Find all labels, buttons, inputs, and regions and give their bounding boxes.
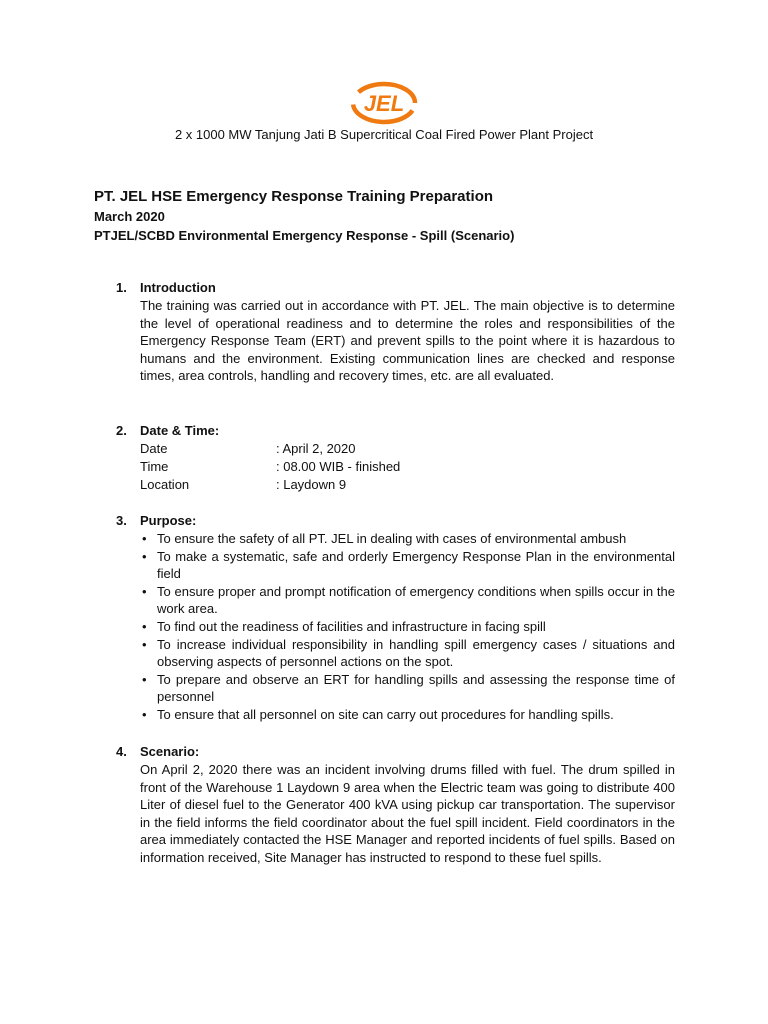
list-item (140, 671, 675, 706)
introduction-text: The training was carried out in accordance with PT. JEL. The main objective is to determine the level of operational readiness and to determine the roles and responsibilities of the Emergency Response Team (ERT) and prevent spills to the point where it is hazardous to humans and the environment. Existing communication lines are checked and response times, area controls, handling and recovery times, etc. are all evaluated. (140, 298, 675, 384)
section-heading: Introduction (140, 280, 216, 295)
section-heading: Scenario: (140, 744, 200, 759)
purpose-list (140, 530, 675, 724)
time-label: Time (140, 459, 169, 474)
location-label: Location (140, 477, 190, 492)
date-value: : April 2, 2020 (276, 441, 356, 456)
purpose-item-text: To increase individual responsibility in handling spill emergency cases / situations and observing aspects of personnel actions on the spot. (157, 636, 675, 670)
section-number: 2. (116, 423, 127, 438)
list-item (140, 618, 675, 636)
document-title: PT. JEL HSE Emergency Response Training Preparation (94, 188, 494, 205)
logo-text: JEL (363, 91, 405, 116)
bullet-icon: • (142, 671, 147, 687)
list-item (140, 530, 675, 548)
list-item (140, 548, 675, 583)
purpose-item-text: To find out the readiness of facilities and infrastructure in facing spill (157, 618, 546, 634)
time-value: : 08.00 WIB - finished (276, 459, 401, 474)
section-number: 3. (116, 513, 127, 528)
section-number: 4. (116, 744, 127, 759)
bullet-icon: • (142, 706, 147, 722)
bullet-icon: • (142, 548, 147, 564)
location-value: : Laydown 9 (276, 477, 347, 492)
purpose-item-text: To ensure that all personnel on site can carry out procedures for handling spills. (157, 706, 614, 722)
bullet-icon: • (142, 583, 147, 599)
purpose-item-text: To ensure the safety of all PT. JEL in dealing with cases of environmental ambush (157, 531, 627, 546)
section-heading: Date & Time: (140, 423, 220, 438)
bullet-icon: • (142, 618, 147, 634)
jel-logo (349, 80, 419, 126)
purpose-item-text: To ensure proper and prompt notification of emergency conditions when spills occur in the work area. (157, 583, 675, 617)
purpose-item-text: To make a systematic, safe and orderly Emergency Response Plan in the environmental field (157, 548, 675, 582)
section-number: 1. (116, 280, 127, 295)
bullet-icon: • (142, 636, 147, 652)
list-item (140, 706, 675, 724)
section-heading: Purpose: (140, 513, 197, 528)
bullet-icon: • (142, 531, 147, 546)
scenario-text: On April 2, 2020 there was an incident involving drums filled with fuel. The drum spilled in front of the Warehouse 1 Laydown 9 area when the Electric team was going to distribute 400 Liter of diesel fuel to the Generator 400 kVA using pickup car transportation. The supervisor in the field informs the field coordinator about the fuel spill incident. Field coordinators in the area immediately contacted the HSE Manager and reported incidents of fuel spills. Based on information received, Site Manager has instructed to respond to these fuel spills. (140, 762, 675, 865)
list-item (140, 583, 675, 618)
purpose-item-text: To prepare and observe an ERT for handling spills and assessing the response time of personnel (157, 671, 675, 705)
date-label: Date (140, 441, 168, 456)
project-line: 2 x 1000 MW Tanjung Jati B Supercritical Coal Fired Power Plant Project (174, 127, 594, 142)
document-subtitle: PTJEL/SCBD Environmental Emergency Response - Spill (Scenario) (94, 228, 515, 243)
document-date: March 2020 (94, 209, 165, 224)
list-item (140, 636, 675, 671)
